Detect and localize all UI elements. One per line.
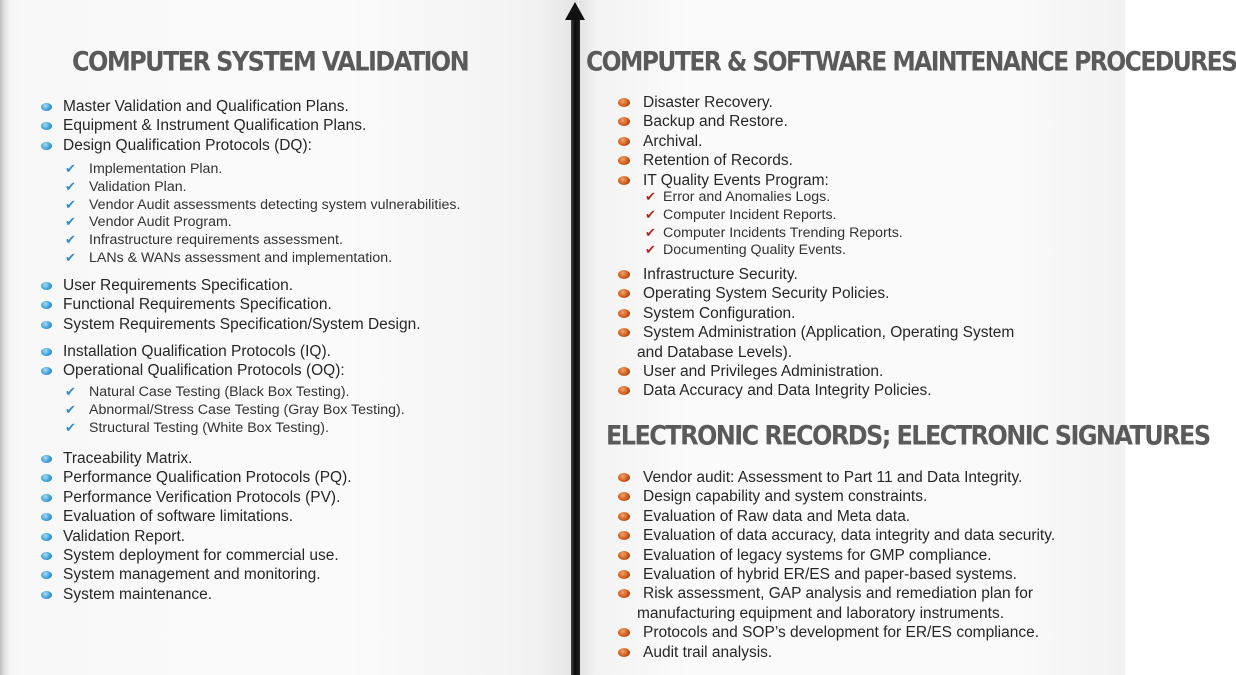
list-item: Evaluation of software limitations. [38, 507, 352, 526]
sub-list-item: ✔ Validation Plan. [38, 179, 460, 197]
maintenance-list-group1 [618, 93, 829, 190]
maintenance-list-group2 [618, 265, 1014, 401]
list-item: System management and monitoring. [38, 565, 352, 584]
list-item: Evaluation of data accuracy, data integrity and data security. [618, 526, 1055, 545]
list-item: Validation Report. [38, 527, 352, 546]
list-item: Archival. [618, 132, 829, 151]
sub-list-item: ✔ Vendor Audit assessments detecting system vulnerabilities. [38, 197, 460, 215]
csv-list-group4 [38, 449, 352, 604]
left-page [0, 0, 578, 675]
list-item: Retention of Records. [618, 151, 829, 170]
list-item: Backup and Restore. [618, 112, 829, 131]
maintenance-heading: COMPUTER & SOFTWARE MAINTENANCE PROCEDURES [586, 46, 1236, 78]
list-item: Traceability Matrix. [38, 449, 352, 468]
book-spine [571, 14, 580, 675]
dq-sublist [38, 161, 460, 268]
list-item: Evaluation of Raw data and Meta data. [618, 507, 1055, 526]
list-item: Performance Qualification Protocols (PQ). [38, 468, 352, 487]
list-item: Evaluation of hybrid ER/ES and paper-based systems. [618, 565, 1055, 584]
sub-list-item: ✔ Documenting Quality Events. [618, 242, 903, 260]
oq-sublist [38, 384, 405, 437]
list-item: System maintenance. [38, 585, 352, 604]
list-item: Risk assessment, GAP analysis and remediation plan for [618, 584, 1055, 603]
list-item: Equipment & Instrument Qualification Plans. [38, 116, 366, 135]
spine-tip-icon [565, 2, 585, 20]
sub-list-item: ✔ Infrastructure requirements assessment. [38, 232, 460, 250]
csv-list-group3 [38, 342, 345, 381]
list-item: Infrastructure Security. [618, 265, 1014, 284]
list-item: Audit trail analysis. [618, 643, 1055, 662]
sub-list-item: ✔ Structural Testing (White Box Testing). [38, 420, 405, 438]
list-item-continuation: and Database Levels). [637, 343, 793, 361]
list-item: Evaluation of legacy systems for GMP compliance. [618, 546, 1055, 565]
sub-list-item: ✔ Implementation Plan. [38, 161, 460, 179]
list-item: Operating System Security Policies. [618, 284, 1014, 303]
list-item: User Requirements Specification. [38, 276, 421, 295]
list-item: IT Quality Events Program: [618, 171, 829, 190]
list-item: Data Accuracy and Data Integrity Policies. [618, 381, 1014, 400]
sub-list-item: ✔ Computer Incidents Trending Reports. [618, 225, 903, 243]
list-item-continuation: manufacturing equipment and laboratory instruments. [637, 604, 1005, 622]
list-item: System deployment for commercial use. [38, 546, 352, 565]
list-item: Master Validation and Qualification Plans. [38, 97, 366, 116]
csv-list-group2 [38, 276, 421, 334]
list-item: User and Privileges Administration. [618, 362, 1014, 381]
list-item: Design capability and system constraints. [618, 487, 1055, 506]
csv-list-group1 [38, 97, 366, 155]
list-item: Installation Qualification Protocols (IQ). [38, 342, 345, 361]
sub-list-item: ✔ LANs & WANs assessment and implementation. [38, 250, 460, 268]
sub-list-item: ✔ Abnormal/Stress Case Testing (Gray Box Testing). [38, 402, 405, 420]
list-item: Operational Qualification Protocols (OQ): [38, 361, 345, 380]
list-item: Design Qualification Protocols (DQ): [38, 136, 366, 155]
list-item: Protocols and SOP’s development for ER/ES compliance. [618, 623, 1055, 642]
list-item: System Administration (Application, Operating System [618, 323, 1014, 342]
list-item: Performance Verification Protocols (PV). [38, 488, 352, 507]
er-es-list [618, 468, 1055, 662]
list-item: Functional Requirements Specification. [38, 295, 421, 314]
sub-list-item: ✔ Natural Case Testing (Black Box Testing). [38, 384, 405, 402]
list-item: System Configuration. [618, 304, 1014, 323]
sub-list-item: ✔ Computer Incident Reports. [618, 207, 903, 225]
list-item: System Requirements Specification/System Design. [38, 315, 421, 334]
list-item: Vendor audit: Assessment to Part 11 and Data Integrity. [618, 468, 1055, 487]
sub-list-item: ✔ Vendor Audit Program. [38, 214, 460, 232]
it-quality-sublist [618, 189, 903, 260]
er-es-heading: ELECTRONIC RECORDS; ELECTRONIC SIGNATURES [606, 420, 1210, 452]
csv-heading: COMPUTER SYSTEM VALIDATION [72, 46, 469, 78]
list-item: Disaster Recovery. [618, 93, 829, 112]
sub-list-item: ✔ Error and Anomalies Logs. [618, 189, 903, 207]
right-page [579, 0, 1236, 675]
